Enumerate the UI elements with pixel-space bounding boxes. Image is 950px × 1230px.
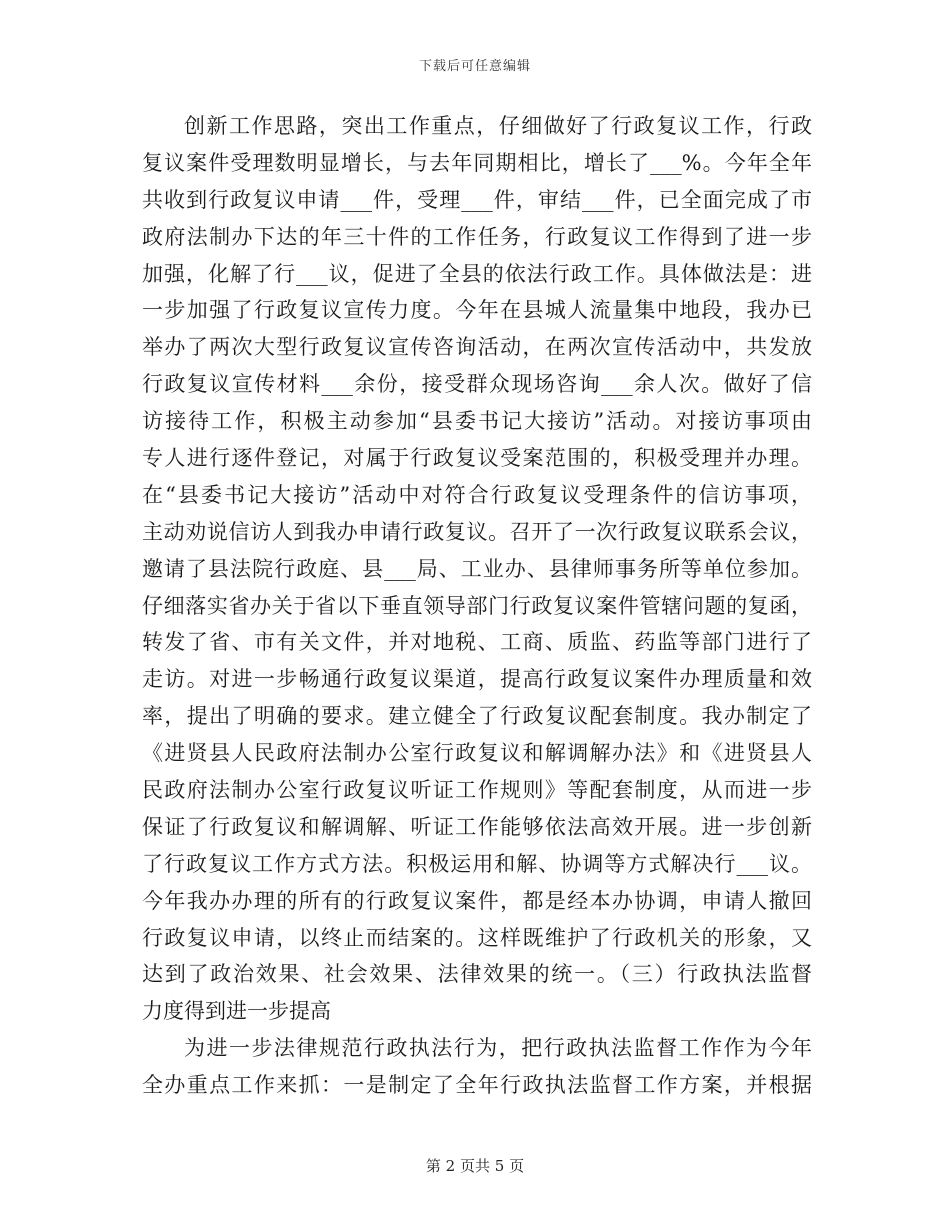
text-line: 转发了省、市有关文件，并对地税、工商、质监、药监等部门进行了	[142, 630, 812, 655]
text-line: 走访。对进一步畅通行政复议渠道，提高行政复议案件办理质量和效	[142, 667, 812, 692]
text-line: 在“县委书记大接访”活动中对符合行政复议受理条件的信访事项，	[142, 482, 812, 507]
text-line: 达到了政治效果、社会效果、法律效果的统一。（三）行政执法监督	[142, 962, 812, 987]
text-line: 力度得到进一步提高	[142, 999, 331, 1024]
text-line: 行政复议宣传材料___余份，接受群众现场咨询___余人次。做好了信	[142, 372, 812, 397]
text-line: 一步加强了行政复议宣传力度。今年在县城人流量集中地段，我办已	[142, 298, 812, 323]
text-line: 政府法制办下达的年三十件的工作任务，行政复议工作得到了进一步	[142, 224, 812, 249]
paragraph-1	[142, 108, 812, 1030]
text-line: 为进一步法律规范行政执法行为，把行政执法监督工作作为今年	[184, 1036, 812, 1061]
text-line: 率，提出了明确的要求。建立健全了行政复议配套制度。我办制定了	[142, 704, 812, 729]
text-line: 专人进行逐件登记，对属于行政复议受案范围的，积极受理并办理。	[142, 446, 812, 471]
text-line: 主动劝说信访人到我办申请行政复议。召开了一次行政复议联系会议，	[142, 519, 812, 544]
text-line: 今年我办办理的所有的行政复议案件，都是经本办协调，申请人撤回	[142, 888, 812, 913]
document-body	[142, 108, 812, 1104]
text-line: 民政府法制办公室行政复议听证工作规则》等配套制度，从而进一步	[142, 778, 812, 803]
text-line: 保证了行政复议和解调解、听证工作能够依法高效开展。进一步创新	[142, 814, 812, 839]
text-line: 《进贤县人民政府法制办公室行政复议和解调解办法》和《进贤县人	[142, 741, 812, 766]
text-line: 复议案件受理数明显增长，与去年同期相比，增长了___%。今年全年	[142, 150, 812, 175]
paragraph-2	[142, 1030, 812, 1104]
text-line: 创新工作思路，突出工作重点，仔细做好了行政复议工作，行政	[184, 114, 812, 138]
text-line: 访接待工作，积极主动参加“县委书记大接访”活动。对接访事项由	[142, 409, 812, 434]
text-line: 全办重点工作来抓：一是制定了全年行政执法监督工作方案，并根据	[142, 1073, 812, 1098]
text-line: 仔细落实省办关于省以下垂直领导部门行政复议案件管辖问题的复函，	[142, 593, 812, 618]
text-line: 举办了两次大型行政复议宣传咨询活动，在两次宣传活动中，共发放	[142, 335, 812, 360]
text-line: 共收到行政复议申请___件，受理___件，审结___件，已全面完成了市	[142, 187, 812, 212]
page-number: 第 2 页共 5 页	[425, 1157, 525, 1175]
text-line: 邀请了县法院行政庭、县___局、工业办、县律师事务所等单位参加。	[142, 556, 812, 581]
text-line: 了行政复议工作方式方法。积极运用和解、协调等方式解决行___议。	[142, 851, 812, 876]
text-line: 加强，化解了行___议，促进了全县的依法行政工作。具体做法是：进	[142, 261, 812, 286]
page-header-note: 下载后可任意编辑	[418, 59, 531, 74]
text-line: 行政复议申请，以终止而结案的。这样既维护了行政机关的形象，又	[142, 925, 812, 950]
